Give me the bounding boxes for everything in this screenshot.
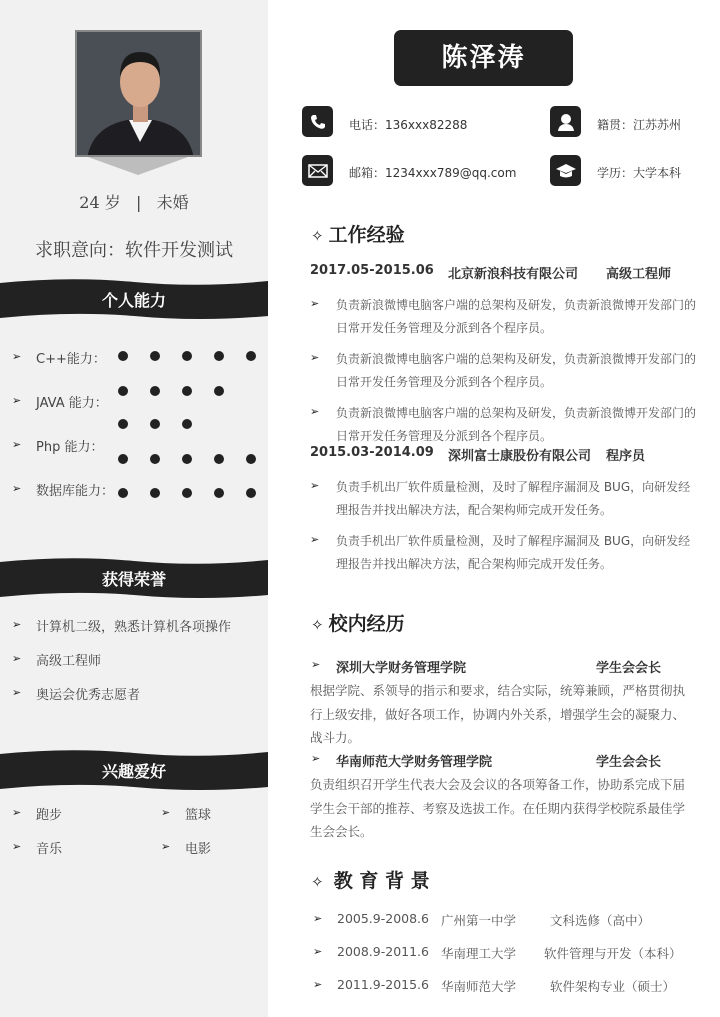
job-bullet-line: 负责新浪微博电脑客户端的总架构及研发，负责新浪微博开发部门的 (336, 352, 697, 366)
job-bullet-line: 负责手机出厂软件质量检测，及时了解程序漏洞及 BUG，向研发经 (336, 534, 691, 548)
edu-major: 文科选修（高中） (550, 913, 651, 928)
job-company: 深圳富士康股份有限公司 (448, 449, 592, 464)
arrow-icon: ➢ (12, 394, 22, 407)
campus-school: 深圳大学财务管理学院 (336, 661, 467, 676)
campus-heading (311, 609, 405, 636)
skill-level-dot (214, 351, 224, 361)
skill-level-dot (182, 386, 192, 396)
skill-level-dot (246, 454, 256, 464)
hobby-item: 跑步 (36, 808, 63, 823)
skills-title: 个人能力 (101, 291, 166, 310)
arrow-icon: ➢ (161, 806, 171, 819)
job-objective: 求职意向：软件开发测试 (35, 240, 233, 261)
skill-label: C++能力： (36, 352, 106, 367)
profile-photo (75, 30, 202, 157)
diamond-icon: ✧ (311, 227, 324, 245)
arrow-icon: ➢ (310, 297, 320, 310)
age-marital (0, 190, 268, 213)
campus-role: 学生会会长 (596, 661, 662, 676)
work-title: 工作经验 (328, 224, 405, 246)
work-heading (311, 220, 405, 247)
honors-list (0, 610, 268, 718)
photo-pointer (88, 157, 188, 175)
job-company: 北京新浪科技有限公司 (448, 267, 579, 282)
skill-level-dot (182, 454, 192, 464)
work-list (300, 255, 720, 575)
skill-level-dot (150, 419, 160, 429)
phone: 电话：136xxx82288 (349, 118, 468, 132)
job-bullet-line: 负责手机出厂软件质量检测，及时了解程序漏洞及 BUG，向研发经 (336, 480, 691, 494)
edu-title: 教 育 背 景 (333, 870, 430, 892)
skill-label: 数据库能力： (36, 484, 115, 499)
job-role: 高级工程师 (606, 267, 672, 282)
hobby-item: 电影 (185, 842, 212, 857)
marital-status: 未婚 (156, 193, 189, 212)
diamond-icon: ✧ (311, 873, 324, 891)
skill-label: Php 能力： (36, 440, 104, 455)
skill-level-dot (118, 488, 128, 498)
job-date: 2015.03-2014.09 (310, 445, 434, 460)
arrow-icon: ➢ (12, 438, 22, 451)
job-bullet-line: 日常开发任务管理及分派到各个程序员。 (336, 429, 553, 443)
skill-level-dot (182, 419, 192, 429)
edu-school: 华南师范大学 (441, 979, 517, 992)
job-bullet-line: 日常开发任务管理及分派到各个程序员。 (336, 321, 553, 335)
skill-level-dot (150, 351, 160, 361)
edu-major: 软件管理与开发（本科） (544, 946, 682, 961)
job-bullet-line: 日常开发任务管理及分派到各个程序员。 (336, 375, 553, 389)
education-level: 学历：大学本科 (597, 166, 682, 180)
skill-level-dot (246, 351, 256, 361)
hobby-item: 音乐 (36, 842, 63, 857)
hobby-item: 篮球 (185, 808, 212, 823)
skill-level-dot (150, 488, 160, 498)
edu-date: 2008.9-2011.6 (337, 944, 429, 959)
diamond-icon: ✧ (311, 616, 324, 634)
arrow-icon: ➢ (12, 686, 22, 699)
arrow-icon: ➢ (310, 405, 320, 418)
honor-item: 计算机二级，熟悉计算机各项操作 (36, 620, 232, 635)
hobbies-title: 兴趣爱好 (101, 762, 166, 781)
skill-level-dot (214, 488, 224, 498)
arrow-icon: ➢ (12, 618, 22, 631)
name-title: 陈泽涛 (394, 30, 573, 86)
honor-item: 奥运会优秀志愿者 (36, 688, 141, 703)
arrow-icon: ➢ (310, 479, 320, 492)
arrow-icon: ➢ (313, 945, 323, 958)
separator: | (136, 193, 142, 212)
campus-desc-line: 学生会干部的推荐、考察及选拔工作。在任期内获得学校院系最佳学 (310, 800, 686, 816)
email: 邮箱：1234xxx789@qq.com (349, 166, 517, 180)
job-bullet-line: 理报告并找出解决方法，配合架构师完成开发任务。 (336, 557, 613, 571)
job-bullet-line: 负责新浪微博电脑客户端的总架构及研发，负责新浪微博开发部门的 (336, 406, 697, 420)
honors-title: 获得荣誉 (101, 570, 166, 589)
campus-desc-line: 根据学院、系领导的指示和要求，结合实际，统筹兼顾，严格贯彻执 (310, 683, 686, 698)
campus-desc-line: 负责组织召开学生代表大会及会议的各项筹备工作，协助系完成下届 (310, 777, 686, 792)
skill-level-dot (150, 386, 160, 396)
sidebar (0, 0, 268, 1017)
skill-level-dot (214, 454, 224, 464)
job-bullet-line: 负责新浪微博电脑客户端的总架构及研发，负责新浪微博开发部门的 (336, 298, 697, 312)
edu-school: 广州第一中学 (441, 913, 517, 928)
skill-level-dot (182, 351, 192, 361)
skill-label: JAVA 能力： (36, 396, 108, 411)
skill-level-dot (182, 488, 192, 498)
edu-heading (311, 866, 430, 893)
skill-level-dot (150, 454, 160, 464)
edu-list (300, 900, 720, 992)
age: 24 岁 (79, 193, 121, 212)
edu-school: 华南理工大学 (441, 946, 517, 961)
campus-desc-line: 战斗力。 (310, 730, 361, 745)
arrow-icon: ➢ (12, 806, 22, 819)
skill-level-dot (118, 351, 128, 361)
arrow-icon: ➢ (12, 350, 22, 363)
arrow-icon: ➢ (313, 912, 323, 925)
skill-level-dot (246, 488, 256, 498)
arrow-icon: ➢ (311, 752, 321, 765)
honor-item: 高级工程师 (36, 654, 102, 669)
email-icon (302, 155, 333, 186)
edu-major: 软件架构专业（硕士） (550, 979, 676, 992)
campus-school: 华南师范大学财务管理学院 (336, 755, 493, 770)
arrow-icon: ➢ (161, 840, 171, 853)
campus-role: 学生会会长 (596, 755, 662, 770)
hometown: 籍贯：江苏苏州 (597, 118, 682, 132)
skill-level-dot (118, 386, 128, 396)
edu-date: 2005.9-2008.6 (337, 911, 429, 926)
arrow-icon: ➢ (12, 652, 22, 665)
job-role: 程序员 (606, 449, 646, 464)
job-bullet-line: 理报告并找出解决方法，配合架构师完成开发任务。 (336, 503, 613, 517)
job-date: 2017.05-2015.06 (310, 263, 434, 278)
honors-banner (0, 557, 268, 599)
skill-level-dot (118, 454, 128, 464)
skill-level-dot (214, 386, 224, 396)
arrow-icon: ➢ (313, 978, 323, 991)
skills-banner (0, 278, 268, 320)
arrow-icon: ➢ (310, 533, 320, 546)
campus-desc-line: 行上级安排，做好各项工作，协调内外关系，增强学生会的凝聚力、 (310, 706, 686, 722)
edu-date: 2011.9-2015.6 (337, 977, 429, 992)
graduation-cap-icon (550, 155, 581, 186)
arrow-icon: ➢ (310, 351, 320, 364)
arrow-icon: ➢ (12, 482, 22, 495)
person-icon (550, 106, 581, 137)
skill-level-dot (118, 419, 128, 429)
hobbies-banner (0, 749, 268, 791)
campus-desc-line: 生会会长。 (310, 824, 373, 839)
campus-title: 校内经历 (328, 613, 405, 635)
phone-icon (302, 106, 333, 137)
arrow-icon: ➢ (12, 840, 22, 853)
arrow-icon: ➢ (311, 658, 321, 671)
